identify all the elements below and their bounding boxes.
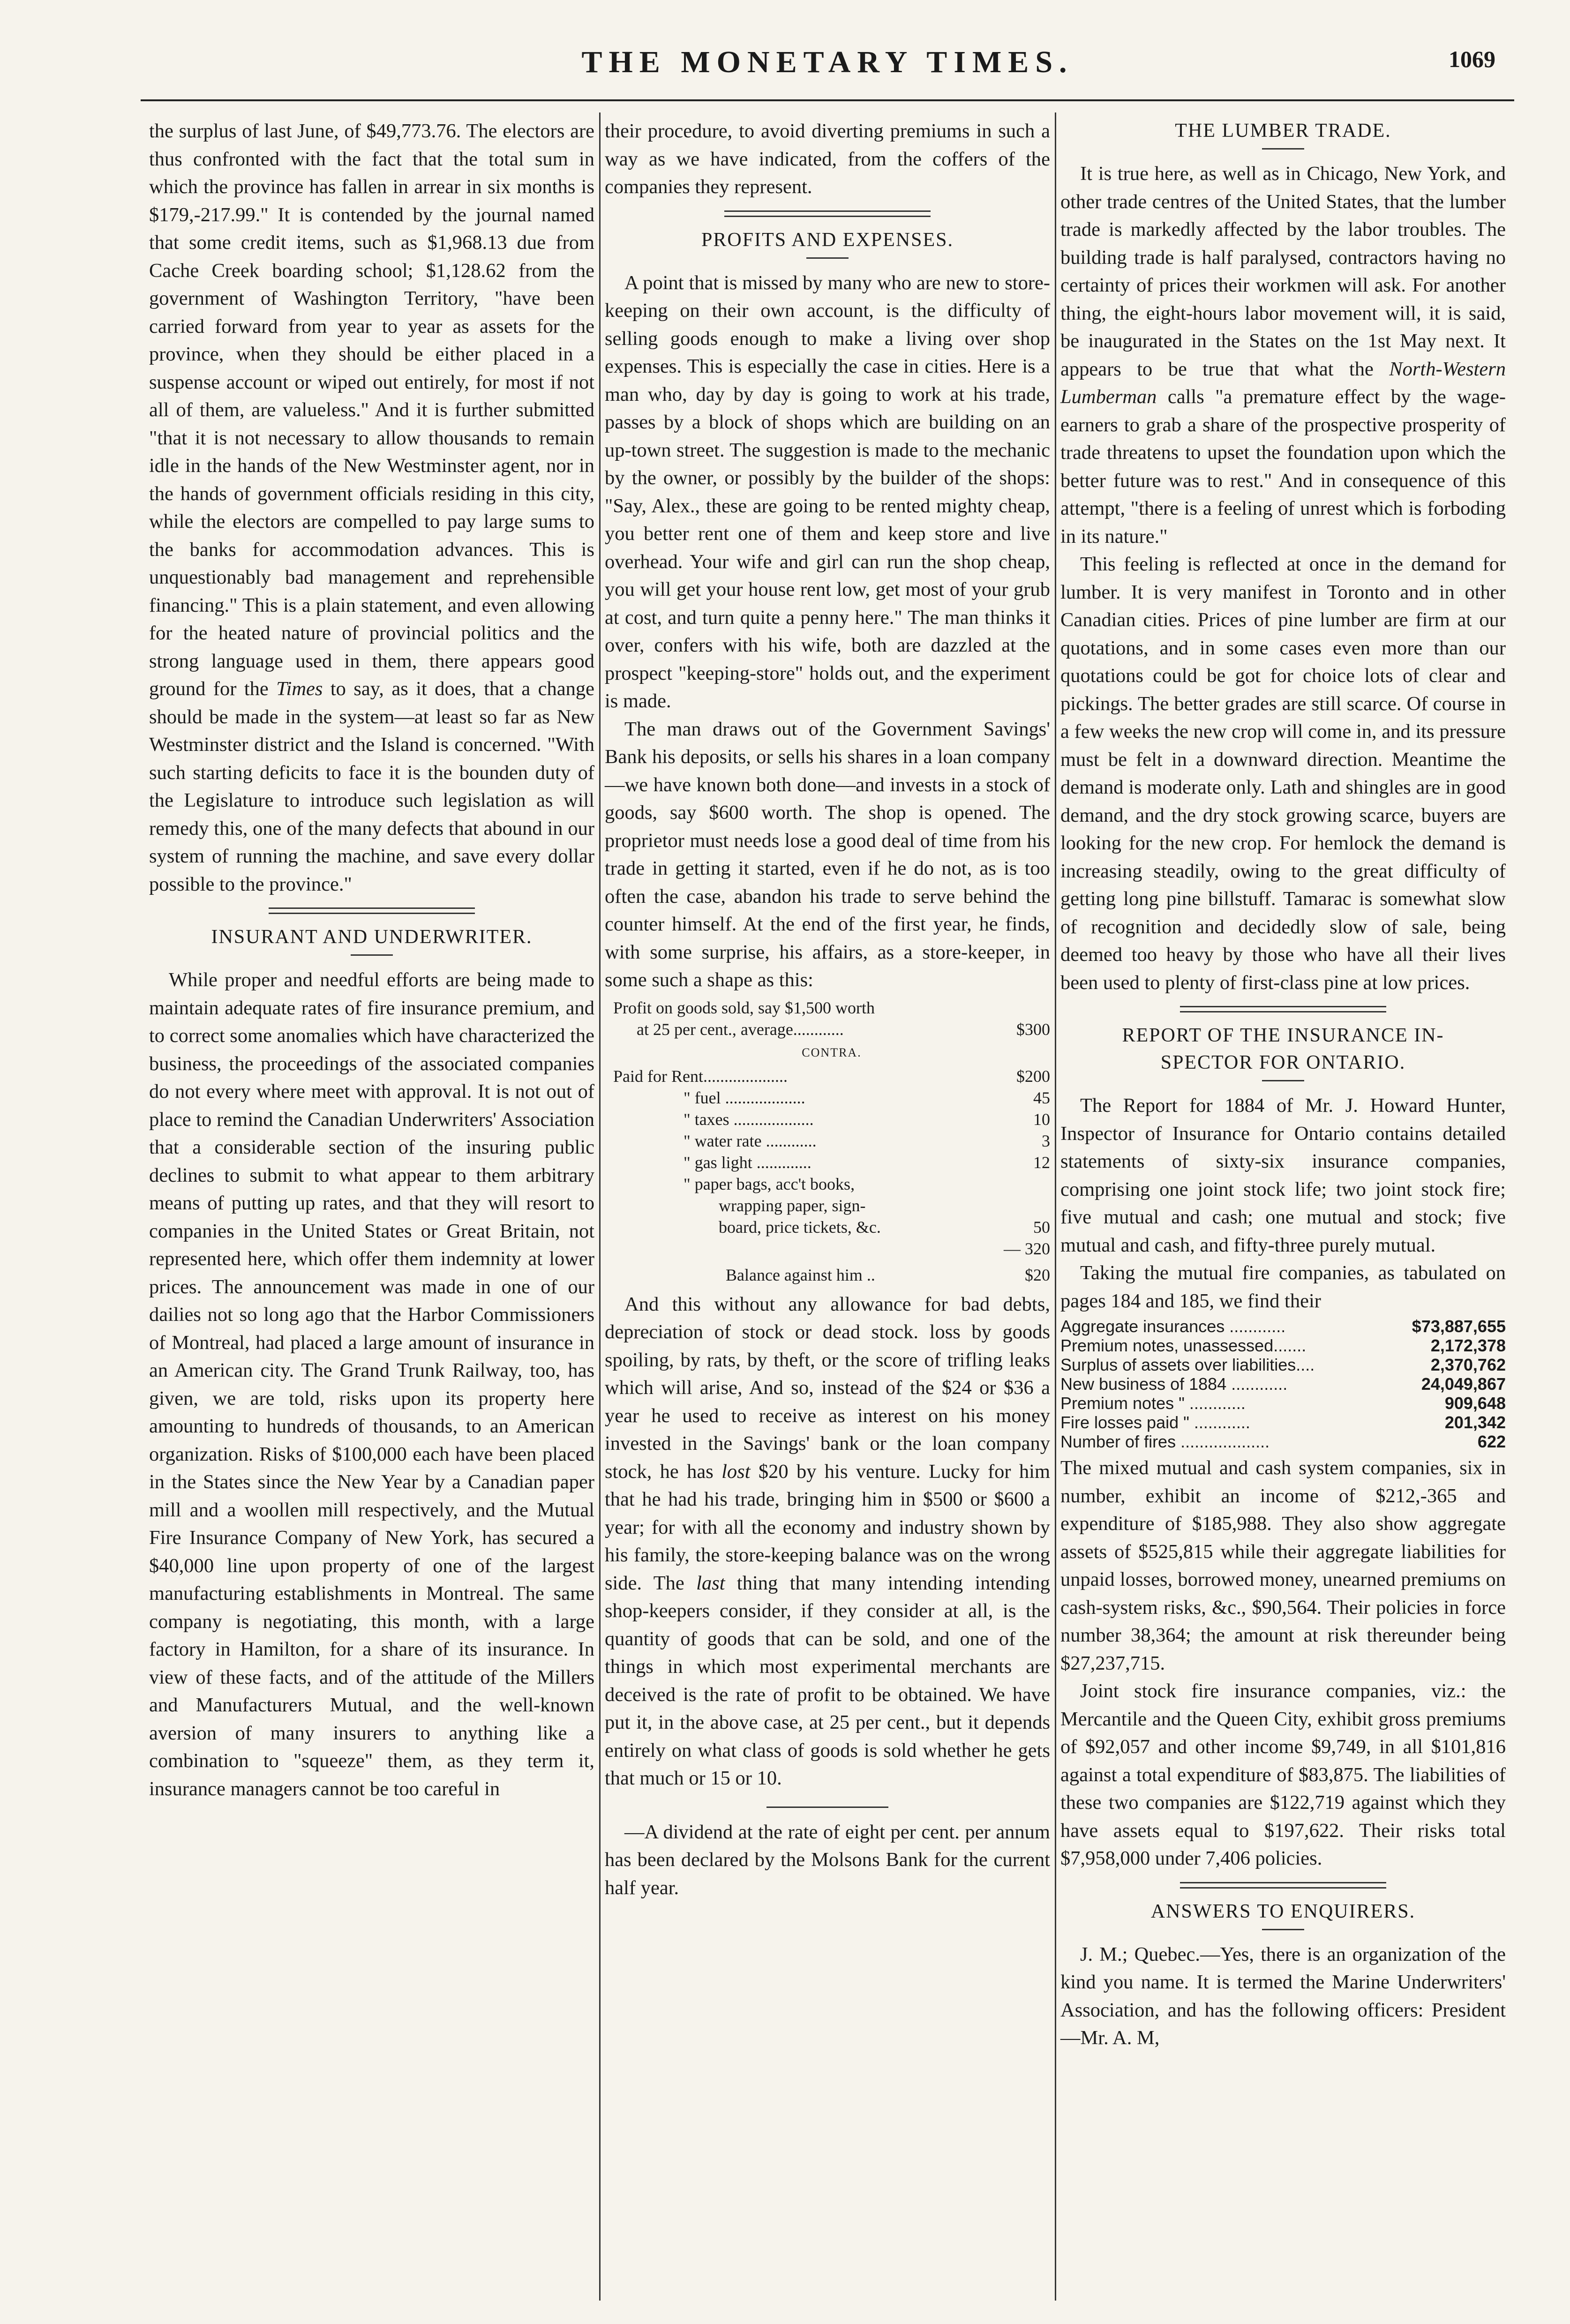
article-paragraph: [149, 117, 594, 898]
statistics-row: [1060, 1355, 1506, 1374]
expense-item-label: " gas light .............: [684, 1153, 811, 1172]
expense-item-row: [613, 1152, 1050, 1173]
expense-items: [613, 1065, 1050, 1173]
statistics-label: Number of fires ...................: [1060, 1432, 1270, 1451]
section-heading: REPORT OF THE INSURANCE IN-: [1122, 1025, 1444, 1046]
statistics-value: 622: [1477, 1432, 1506, 1451]
statistics-row: [1060, 1317, 1506, 1336]
paragraph-text: calls "a premature effect by the wage-earners to grab a share of the prospective prosperity of trade threatens to upset the foundation upon which the better future was to rest." And in consequence of this attempt, "there is a feeling of unrest which is forboding in its nature.": [1060, 386, 1506, 547]
separator-rule: [766, 1807, 888, 1808]
expense-account-table: [613, 997, 1050, 1286]
expense-item-label: wrapping paper, sign-: [719, 1196, 866, 1215]
section-heading: SPECTOR FOR ONTARIO.: [1160, 1052, 1406, 1073]
heading-rule: [351, 954, 393, 956]
expense-item-value: 50: [1033, 1217, 1050, 1237]
statistics-label: New business of 1884 ............: [1060, 1374, 1288, 1394]
statistics-value: 2,370,762: [1430, 1355, 1506, 1374]
paragraph-text: And this without any allowance for bad debts, depreciation of stock or dead stock. loss by goods spoiling, by rats, by theft, or the score of trifling leaks which will arise, And so, instead of the $24 or $36 a year he used to receive as interest on his money invested in the Savings' bank or the loan company stock, he has: [605, 1293, 1050, 1483]
column-divider: [599, 112, 601, 2301]
statistics-label: Surplus of assets over liabilities....: [1060, 1355, 1315, 1374]
section-separator: [724, 210, 931, 217]
emphasis: last: [696, 1572, 725, 1594]
journal-name: North-Western Lumberman: [1060, 358, 1506, 408]
section-heading: INSURANT AND UNDERWRITER.: [211, 926, 533, 948]
paragraph-text: $20 by his venture. Lucky for him that he had his trade, bringing him in $500 or $600 a year; for with all the economy and industry shown by his family, the store-keeping balance was on the wrong side. The: [605, 1460, 1051, 1594]
column-1: [149, 117, 594, 2296]
article-paragraph: [605, 1290, 1050, 1792]
profit-value: $300: [1016, 1020, 1050, 1039]
masthead: [141, 45, 1514, 91]
expense-item-value: 45: [1033, 1088, 1050, 1107]
expense-item-label: " fuel ...................: [684, 1088, 805, 1107]
profit-line: Profit on goods sold, say $1,500 worth: [613, 998, 875, 1017]
statistics-value: 24,049,867: [1421, 1374, 1506, 1394]
article-paragraph: The man draws out of the Government Savings' Bank his deposits, or sells his shares in a loan company—we have known both done—and invests in a stock of goods, say $600 worth. The shop is opened. The proprietor must needs lose a good deal of time from his trade in getting it started, even if he do not, as is too often the case, abandon his trade to serve behind the counter himself. At the end of the first year, he finds, with some surprise, his affairs, as a store-keeper, in some such a shape as this:: [605, 718, 1050, 991]
heading-rule: [1262, 1929, 1304, 1930]
paper-name: Times: [276, 678, 323, 700]
paragraph-text: thing that many intending intending shop-keepers consider, if they consider at all, is the quantity of goods that can be sold, and one of the things in which most experimental merchants are deceived is the rate of profit to be obtained. We have put it, in the above case, at 25 per cent., but it depends entirely on what class of goods is sold whether he gets that much or 15 or 10.: [605, 1572, 1050, 1789]
statistics-row: [1060, 1336, 1506, 1355]
expense-total: — 320: [1004, 1239, 1050, 1258]
article-paragraph: Taking the mutual fire companies, as tabulated on pages 184 and 185, we find their: [1060, 1262, 1506, 1312]
mutual-fire-statistics-table: [1060, 1317, 1506, 1451]
expense-item-row: [613, 1087, 1050, 1109]
news-item: —A dividend at the rate of eight per cent. per annum has been declared by the Molsons Bank for the current half year.: [605, 1821, 1050, 1899]
column-2: [605, 117, 1050, 2296]
paragraph-text: to say, as it does, that a change should be made in the system—at least so far as New Westminster district and the Island is concerned. "With such starting deficits to face it is the bounden duty of the Legislature to introduce such legislation as will remedy this, one of the many defects that abound in our system of running the machine, and save every dollar possible to the province.": [149, 678, 595, 895]
masthead-title: THE MONETARY TIMES.: [581, 45, 1074, 79]
profit-line: at 25 per cent., average............: [637, 1020, 844, 1039]
expense-item-label: " taxes ...................: [684, 1110, 814, 1129]
emphasis: lost: [721, 1460, 751, 1483]
expense-item-value: 3: [1042, 1131, 1050, 1150]
statistics-label: Premium notes " ............: [1060, 1394, 1246, 1413]
heading-rule: [1262, 1080, 1304, 1081]
heading-rule: [1262, 148, 1304, 150]
statistics-row: [1060, 1374, 1506, 1394]
article-paragraph: their procedure, to avoid diverting premiums in such a way as we have indicated, from the coffers of the companies they represent.: [605, 120, 1050, 198]
section-heading: ANSWERS TO ENQUIRERS.: [1150, 1900, 1416, 1922]
expense-item-label: " paper bags, acc't books,: [684, 1174, 855, 1193]
article-paragraph: A point that is missed by many who are new to store-keeping on their own account, is the difficulty of selling goods enough to make a living over shop expenses. This is especially the case in cities. Here is a man who, day by day is going to work at his trade, passes by a block of shops which are building on an up-town street. The suggestion is made to the mechanic by the owner, or possibly by the builder of the shops: "Say, Alex., these are going to be rented mighty cheap, you better rent one of them and keep store and live overhead. Your wife and girl can run the shop cheap, you will get your house rent low, get most of your grub at cost, and turn quite a penny here." The man thinks it over, confers with his wife, both are dazzled at the prospect "keeping-store" holds out, and the experiment is made.: [605, 271, 1050, 712]
heading-rule: [806, 257, 849, 259]
article-paragraph: The mixed mutual and cash system companies, six in number, exhibit an income of $212,-365 and expenditure of $185,988. They also show aggregate assets of $525,815 while their aggregate liabilities for unpaid losses, borrowed money, unearned premiums on cash-system risks, &c., $90,564. Their policies in force number 38,364; the amount at risk thereunder being $27,237,715.: [1060, 1457, 1506, 1674]
balance-label: Balance against him ..: [726, 1265, 875, 1284]
column-3: [1060, 117, 1506, 2296]
section-separator: [269, 907, 475, 914]
masthead-rule: [141, 99, 1514, 101]
article-paragraph: While proper and needful efforts are being made to maintain adequate rates of fire insurance premium, and to correct some anomalies which have characterized the business, the proceedings of the associated companies do not every where meet with approval. It is not out of place to remind the Canadian Underwriters' Association that a considerable section of the insuring public declines to submit to what appear to them arbitrary means of putting up rates, and that they will resort to companies in the United States or Great Britain, not represented here, which offer them indemnity at lower prices. The announcement was made in one of our dailies not so long ago that the Harbor Commissioners of Montreal, had placed a large amount of insurance in an American city. The Grand Trunk Railway, too, has given, we are told, risks upon its property here amounting to hundreds of thousands, to an American organization. Risks of $100,000 each have been placed in the States since the New Year by a Canadian paper mill and a woollen mill respectively, and the Mutual Fire Insurance Company of New York, has secured a $40,000 line upon property of one of the largest manufacturing establishments in Montreal. The same company is negotiating, this month, with a large factory in Hamilton, for a share of its insurance. In view of these facts, and of the attitude of the Millers and Manufacturers Mutual, and the well-known aversion of many insurers to anything like a combination to "squeeze" them, as they term it, insurance managers cannot be too careful in: [149, 969, 594, 1800]
statistics-value: 2,172,378: [1430, 1336, 1506, 1355]
statistics-value: 909,648: [1444, 1394, 1506, 1413]
page-number: 1069: [1449, 46, 1495, 72]
statistics-row: [1060, 1394, 1506, 1413]
statistics-label: Fire losses paid " ............: [1060, 1413, 1250, 1432]
article-paragraph: [1060, 160, 1506, 550]
expense-item-label: board, price tickets, &c.: [719, 1217, 881, 1237]
expense-item-row: [613, 1130, 1050, 1152]
contra-label: CONTRA.: [802, 1045, 862, 1059]
statistics-row: [1060, 1432, 1506, 1451]
paragraph-text: It is true here, as well as in Chicago, New York, and other trade centres of the United States, that the lumber trade is markedly affected by the labor troubles. The building trade is half paralysed, contractors having no certainty of prices their workmen will ask. For another thing, the eight-hours labor movement will, it is said, be inaugurated in the States on the 1st May next. It appears to be true that what the: [1060, 163, 1506, 380]
article-paragraph: This feeling is reflected at once in the demand for lumber. It is very manifest in Toronto and in other Canadian cities. Prices of pine lumber are firm at our quotations, and in some cases even more than our quotations could be got for choice lots of clear and pickings. The better grades are still scarce. Of course in a few weeks the new crop will come in, and its pressure must be felt in a downward direction. Meantime the demand is moderate only. Lath and shingles are in good demand, and the dry stock growing scarce, buyers are looking for the new crop. For hemlock the demand is increasing steadily, owing to the great difficulty of getting long pine billstuff. Tamarac is somewhat slow of recognition and decidedly slow of sale, being deemed too heavy by those who have all their lives been used to plenty of first-class pine at low prices.: [1060, 553, 1506, 994]
expense-item-value: 10: [1033, 1110, 1050, 1129]
expense-item-value: $200: [1016, 1066, 1050, 1086]
section-separator: [1180, 1882, 1386, 1889]
expense-item-row: [613, 1109, 1050, 1130]
expense-item-value: 12: [1033, 1153, 1050, 1172]
balance-value: $20: [1025, 1265, 1050, 1284]
expense-item-label: Paid for Rent....................: [613, 1066, 788, 1086]
paragraph-text: the surplus of last June, of $49,773.76. The electors are thus confronted with the fact that the total sum in which the province has fallen in arrear in six months is $179,-217.99." It is contended by the journal named that some credit items, such as $1,968.13 due from Cache Creek boarding school; $1,128.62 from the government of Washington Territory, "have been carried forward from year to year as assets for the province, when they should be either placed in a suspense account or wiped out entirely, for most if not all of them, are valueless." And it is further submitted "that it is not necessary to allow thousands to remain idle in the hands of the New Westminster agent, nor in the hands of government officials residing in this city, while the electors are compelled to pay large sums to the banks for accommodation advances. This is unquestionably bad management and reprehensible financing." This is a plain statement, and even allowing for the heated nature of provincial politics and the strong language used in them, there appears good ground for the: [149, 120, 594, 700]
section-heading: THE LUMBER TRADE.: [1175, 120, 1391, 142]
statistics-label: Aggregate insurances ............: [1060, 1317, 1286, 1336]
article-paragraph: J. M.; Quebec.—Yes, there is an organization of the kind you name. It is termed the Marine Underwriters' Association, and has the following officers: President—Mr. A. M,: [1060, 1943, 1506, 2049]
section-heading: PROFITS AND EXPENSES.: [701, 229, 954, 251]
article-paragraph: The Report for 1884 of Mr. J. Howard Hunter, Inspector of Insurance for Ontario contains detailed statements of sixty-six insurance companies, comprising one joint stock life; two joint stock fire; five mutual and cash; one mutual and stock; five mutual and cash, and fifty-three purely mutual.: [1060, 1095, 1506, 1256]
section-separator: [1180, 1006, 1386, 1012]
statistics-value: $73,887,655: [1412, 1317, 1506, 1336]
expense-item-row: [613, 1065, 1050, 1087]
article-paragraph: Joint stock fire insurance companies, viz.: the Mercantile and the Queen City, exhibit gross premiums of $92,057 and other income $9,749, in all $101,816 against a total expenditure of $83,875. The liabilities of these two companies are $122,719 against which they have assets equal to $197,622. Their risks total $7,958,000 under 7,406 policies.: [1060, 1680, 1506, 1869]
expense-item-label: " water rate ............: [684, 1131, 817, 1150]
statistics-value: 201,342: [1444, 1413, 1506, 1432]
column-divider: [1055, 112, 1056, 2301]
statistics-row: [1060, 1413, 1506, 1432]
statistics-label: Premium notes, unassessed.......: [1060, 1336, 1307, 1355]
